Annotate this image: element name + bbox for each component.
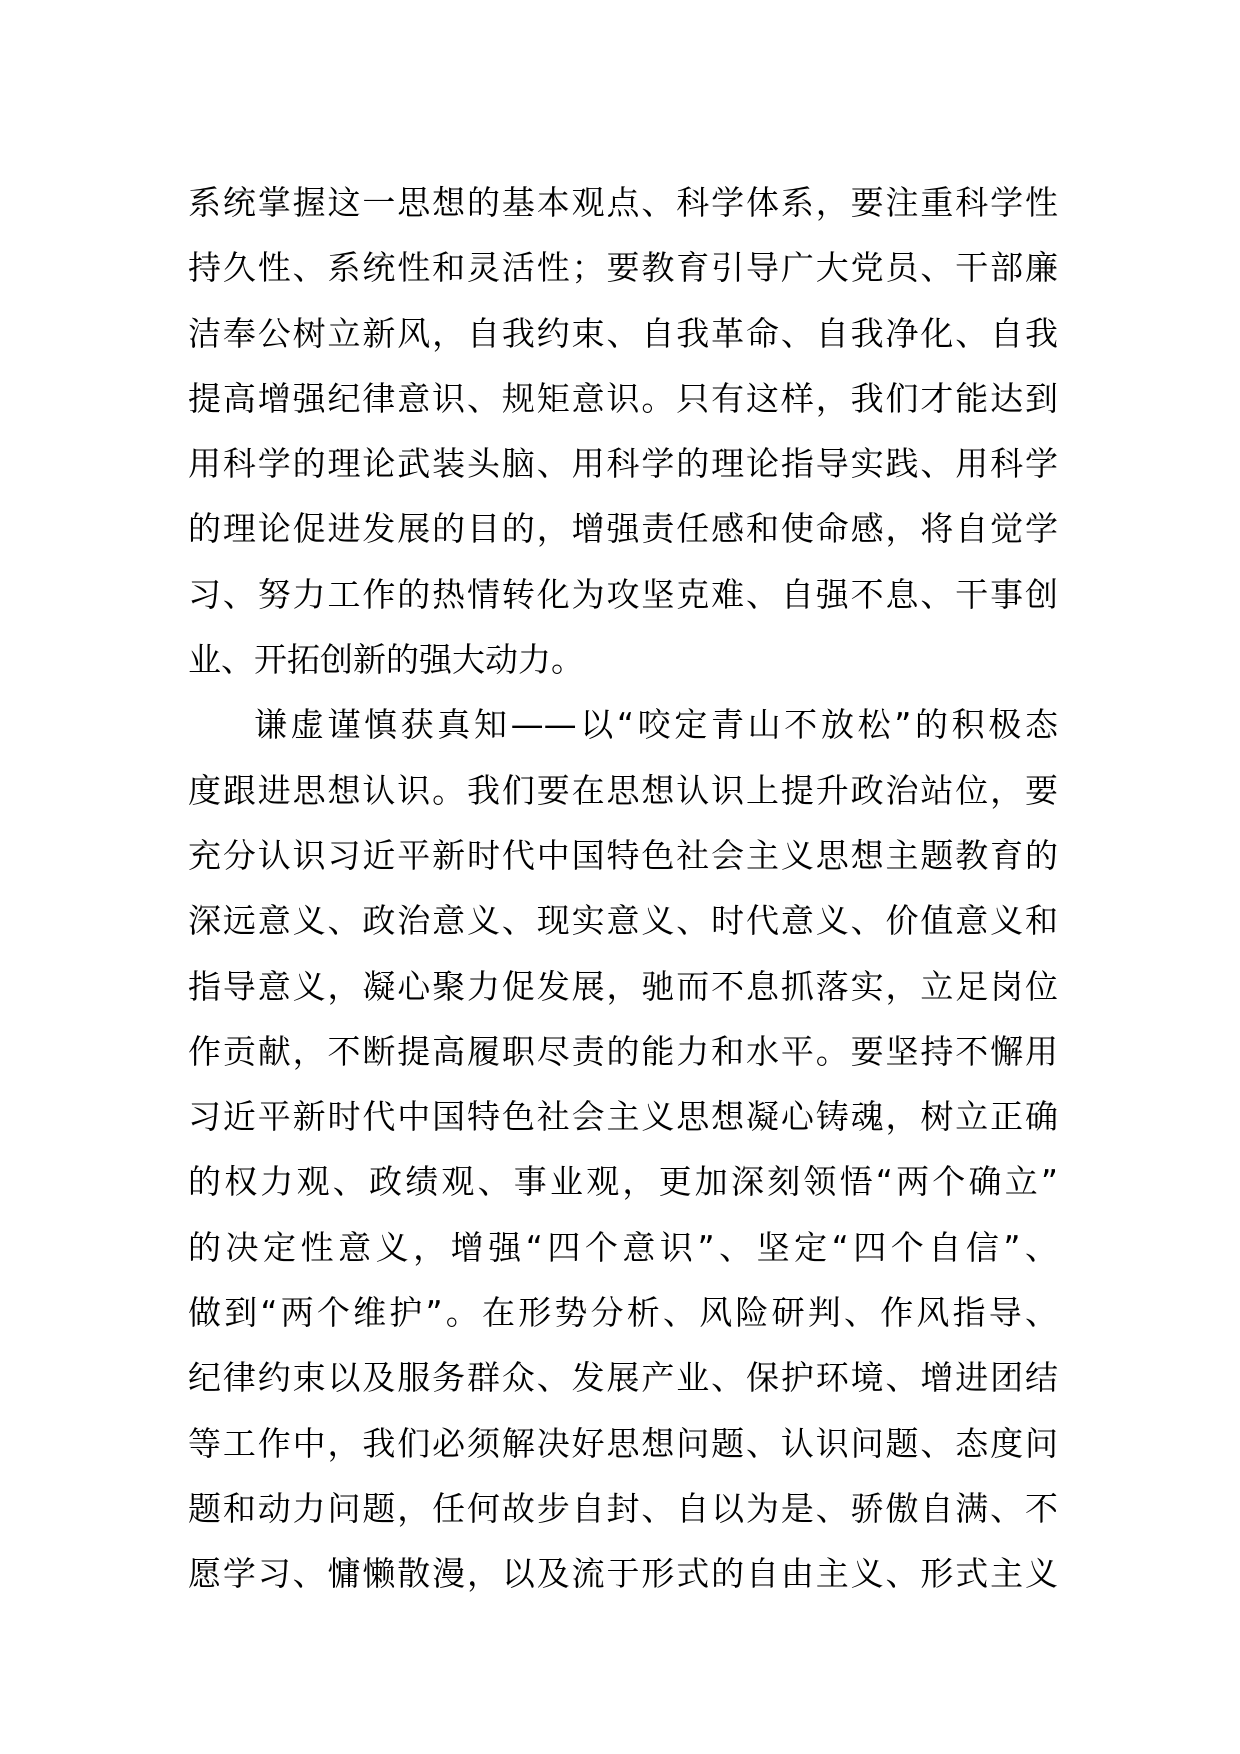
body-text	[188, 170, 1058, 1607]
text-line: 作贡献，不断提高履职尽责的能力和水平。要坚持不懈用	[188, 1031, 1058, 1071]
text-line: 的理论促进发展的目的，增强责任感和使命感，将自觉学	[188, 509, 1058, 549]
text-line: 等工作中，我们必须解决好思想问题、认识问题、态度问	[188, 1423, 1058, 1463]
text-line: 愿学习、慵懒散漫，以及流于形式的自由主义、形式主义	[188, 1554, 1058, 1594]
text-line: 用科学的理论武装头脑、用科学的理论指导实践、用科学	[188, 444, 1058, 484]
text-line: 充分认识习近平新时代中国特色社会主义思想主题教育的	[188, 835, 1058, 875]
text-line: 题和动力问题，任何故步自封、自以为是、骄傲自满、不	[188, 1488, 1058, 1528]
text-line: 洁奉公树立新风，自我约束、自我革命、自我净化、自我	[188, 313, 1058, 353]
text-line: 系统掌握这一思想的基本观点、科学体系，要注重科学性	[188, 183, 1058, 222]
text-line: 做到“两个维护”。在形势分析、风险研判、作风指导、	[188, 1293, 1058, 1333]
text-line: 纪律约束以及服务群众、发展产业、保护环境、增进团结	[188, 1358, 1058, 1398]
text-line: 深远意义、政治意义、现实意义、时代意义、价值意义和	[188, 901, 1058, 941]
text-line: 持久性、系统性和灵活性；要教育引导广大党员、干部廉	[188, 248, 1058, 288]
text-line: 指导意义，凝心聚力促发展，驰而不息抓落实，立足岗位	[188, 966, 1058, 1006]
text-line: 习近平新时代中国特色社会主义思想凝心铸魂，树立正确	[188, 1097, 1058, 1137]
text-line: 提高增强纪律意识、规矩意识。只有这样，我们才能达到	[188, 378, 1058, 418]
paragraph-heading-line: 谦虚谨慎获真知——以“咬定青山不放松”的积极态	[254, 705, 1058, 745]
text-line: 的权力观、政绩观、事业观，更加深刻领悟“两个确立”	[188, 1162, 1058, 1202]
text-line: 的决定性意义，增强“四个意识”、坚定“四个自信”、	[188, 1227, 1058, 1267]
text-line: 度跟进思想认识。我们要在思想认识上提升政治站位，要	[188, 770, 1058, 810]
text-line: 习、努力工作的热情转化为攻坚克难、自强不息、干事创	[188, 574, 1058, 614]
text-line: 业、开拓创新的强大动力。	[188, 640, 584, 680]
